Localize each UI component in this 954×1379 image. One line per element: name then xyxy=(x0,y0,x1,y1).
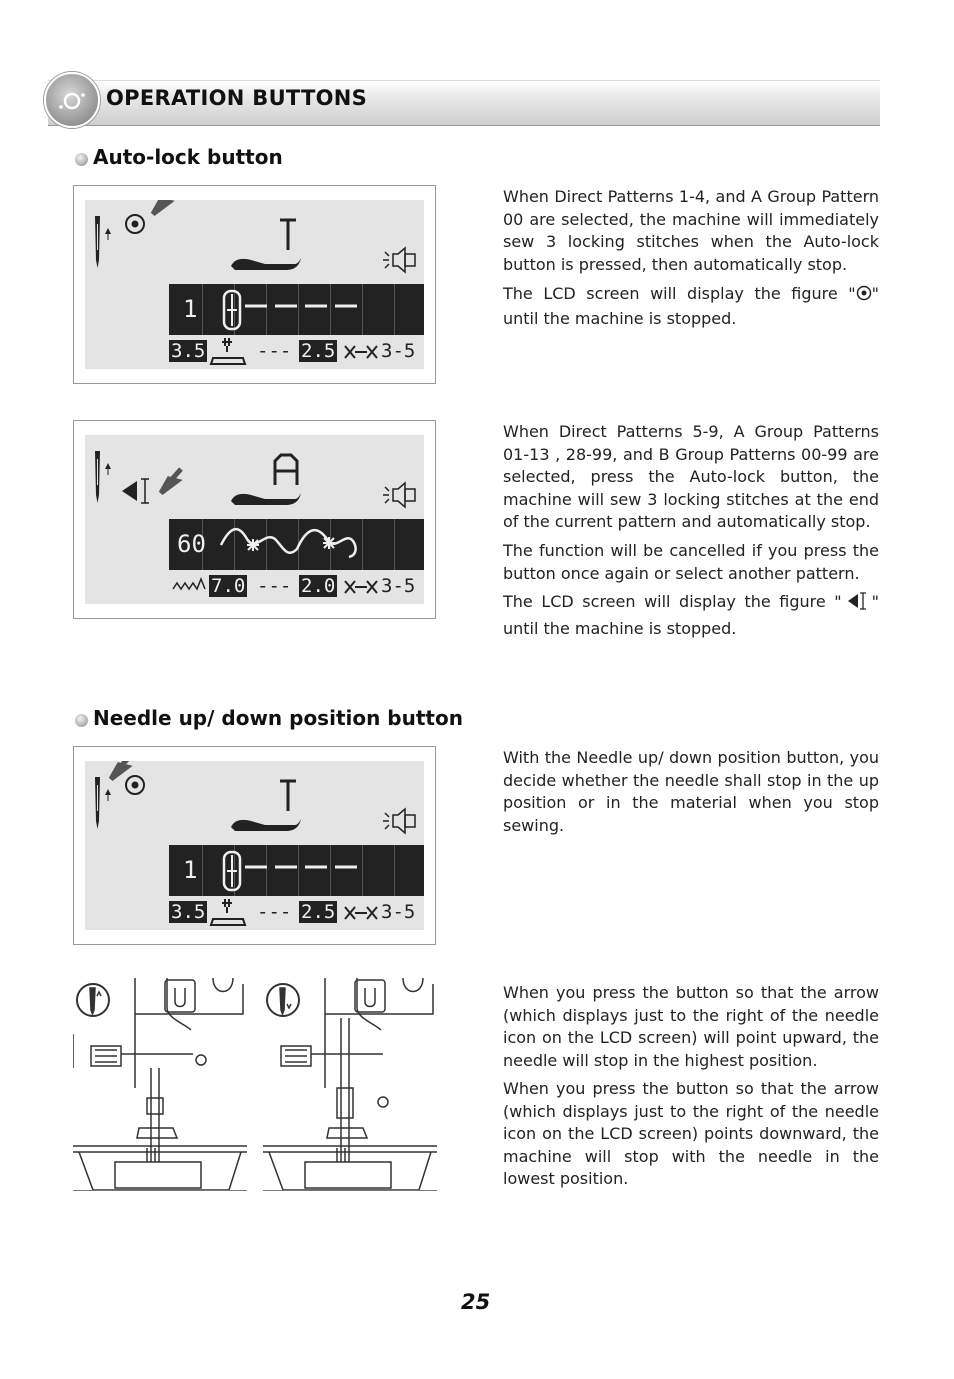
foot-letter-T-icon xyxy=(280,781,296,811)
lcd-figure-autolock-2 xyxy=(73,420,436,619)
needle-heading: Needle up/ down position button xyxy=(93,706,463,730)
stitch-length-value: 2.5 xyxy=(301,901,336,923)
needle-down-illustration xyxy=(263,978,437,1191)
sound-icon xyxy=(383,248,415,272)
foot-pressure-icon xyxy=(209,897,251,929)
end-lock-inline-icon xyxy=(846,591,868,618)
needle-icon xyxy=(95,777,100,829)
pattern-number: 1 xyxy=(183,856,198,884)
stitch-width-value: 3.5 xyxy=(171,340,206,362)
straight-stitch-icon xyxy=(209,284,359,335)
autolock-para-4: The function will be cancelled if you press the button once again or select another pattern. xyxy=(503,541,879,583)
operation-dial-icon xyxy=(46,74,98,126)
stitch-length-value: 2.5 xyxy=(301,340,336,362)
straight-stitch-icon xyxy=(209,845,359,896)
foot-letter-A-icon xyxy=(275,455,297,485)
section-icon xyxy=(44,72,100,128)
needle-icon xyxy=(95,216,100,268)
needle-up-illustration xyxy=(73,978,247,1191)
lcd-figure-autolock-1 xyxy=(73,185,436,384)
presser-foot-icon xyxy=(231,258,301,270)
pointer-arrow-icon xyxy=(153,200,173,214)
page-title: OPERATION BUTTONS xyxy=(106,86,368,110)
autolock-para-2: The LCD screen will display the figure " " until the machine is stopped. xyxy=(503,284,879,328)
lcd-screen xyxy=(85,435,424,604)
presser-foot-icon xyxy=(231,819,301,831)
stitch-length-value: 2.0 xyxy=(301,575,336,597)
pattern-number: 1 xyxy=(183,295,198,323)
pattern-range: 3-5 xyxy=(381,901,416,923)
sound-icon xyxy=(383,483,415,507)
stitch-width-value: 3.5 xyxy=(171,901,206,923)
pointer-arrow-icon xyxy=(111,761,131,779)
lcd-top-icons xyxy=(85,200,424,284)
autolock-heading: Auto-lock button xyxy=(93,145,283,169)
needle-up-arrow-icon xyxy=(105,228,111,240)
autolock-para-1: When Direct Patterns 1-4, and A Group Pattern 00 are selected, the machine will immediately sew 3 locking stitches when the Auto-lock button is pressed, then automatically stop. xyxy=(503,187,879,274)
page-number: 25 xyxy=(461,1290,491,1314)
presser-foot-icon xyxy=(231,493,301,505)
pattern-range: 3-5 xyxy=(381,575,416,597)
lcd-pattern-bar xyxy=(169,284,424,335)
foot-pressure-icon xyxy=(209,336,251,368)
lcd-pattern-bar xyxy=(169,845,424,896)
buttonhole-icon xyxy=(343,342,379,362)
lcd-screen xyxy=(85,200,424,369)
lcd-figure-needle xyxy=(73,746,436,945)
lcd-screen xyxy=(85,761,424,930)
needle-para-1: With the Needle up/ down position button, you decide whether the needle shall stop in the up position or in the material when you stop sewing. xyxy=(503,748,879,835)
stitch-width-value: 7.0 xyxy=(211,575,246,597)
foot-letter-T-icon xyxy=(280,220,296,250)
bullet-icon xyxy=(75,714,88,727)
autolock-para-3: When Direct Patterns 5-9, A Group Patterns 01-13 , 28-99, and B Group Patterns 00-99 are selected, press the Auto-lock button, the machine will sew 3 locking stitches at the end of the current pattern and automatically stop. xyxy=(503,422,879,531)
sound-icon xyxy=(383,809,415,833)
dash-separator: --- xyxy=(257,901,292,923)
needle-up-arrow-icon xyxy=(105,789,111,801)
buttonhole-icon xyxy=(343,903,379,923)
zigzag-icon xyxy=(171,575,207,595)
dash-separator: --- xyxy=(257,575,292,597)
pattern-range: 3-5 xyxy=(381,340,416,362)
buttonhole-icon xyxy=(343,577,379,597)
autolock-para-5: The LCD screen will display the figure " " until the machine is stopped. xyxy=(503,592,879,638)
end-lock-icon xyxy=(122,481,137,501)
lcd-top-icons xyxy=(85,761,424,845)
needle-up-arrow-icon xyxy=(105,463,111,475)
needle-para-3: When you press the button so that the arrow (which displays just to the right of the needle icon on the LCD screen) points downward, the machine will stop with the needle in the lowest position. xyxy=(503,1079,879,1188)
decorative-stitch-icon xyxy=(217,519,367,570)
pointer-arrow-icon xyxy=(161,469,181,493)
lcd-pattern-bar xyxy=(169,519,424,570)
dash-separator: --- xyxy=(257,340,292,362)
bullet-icon xyxy=(75,153,88,166)
autolock-inline-icon xyxy=(856,285,872,308)
lcd-top-icons xyxy=(85,435,424,519)
needle-para-2: When you press the button so that the arrow (which displays just to the right of the needle icon on the LCD screen) will point upward, the needle will stop in the highest position. xyxy=(503,983,879,1070)
pattern-number: 60 xyxy=(177,530,206,558)
needle-icon xyxy=(95,451,100,503)
